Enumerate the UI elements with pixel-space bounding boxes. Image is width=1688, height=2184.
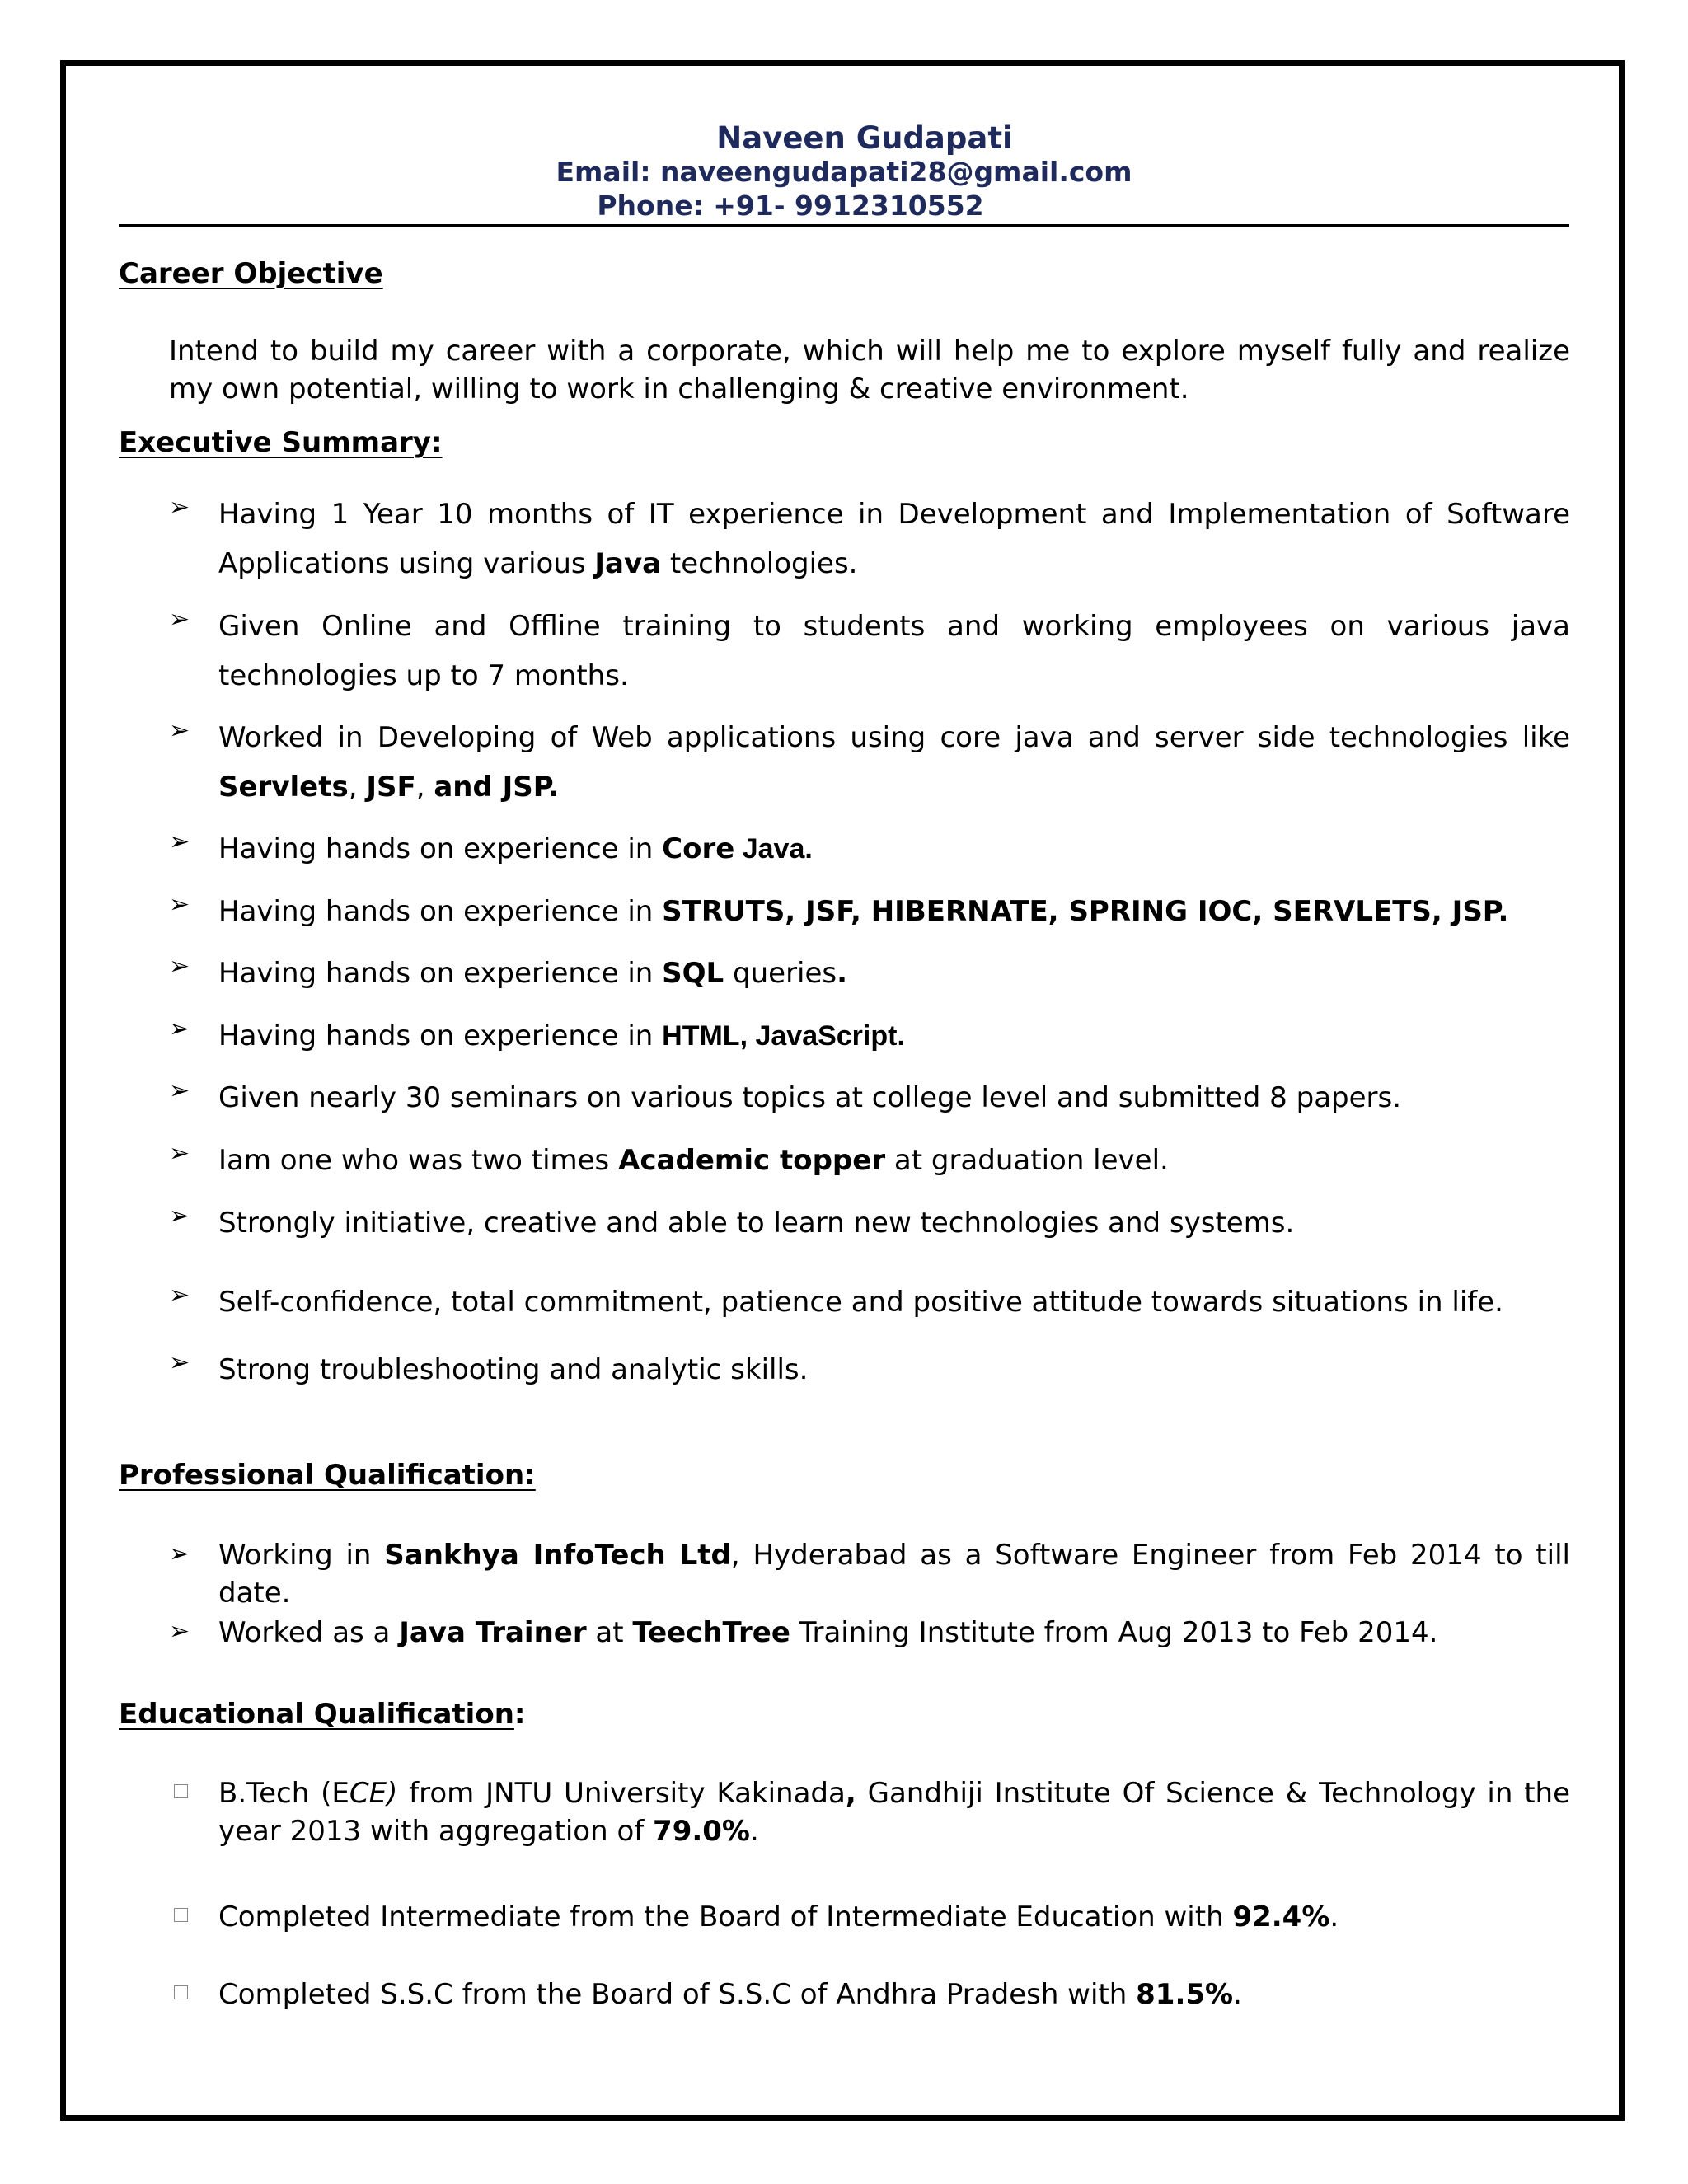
candidate-name: Naveen Gudapati <box>716 120 1013 156</box>
arrow-bullet-icon: ➢ <box>169 716 190 745</box>
professional-qualification-heading: Professional Qualification: <box>119 1459 536 1492</box>
arrow-bullet-icon: ➢ <box>169 493 190 522</box>
summary-item-text: Worked in Developing of Web applications using core java and server side technologies like Servlets, JSF, and JSP. <box>218 721 1570 804</box>
professional-item-text: Worked as a Java Trainer at TeechTree Training Institute from Aug 2013 to Feb 2014. <box>218 1616 1438 1649</box>
arrow-bullet-icon: ➢ <box>169 605 190 634</box>
arrow-bullet-icon: ➢ <box>169 1540 190 1568</box>
arrow-bullet-icon: ➢ <box>169 1202 190 1230</box>
executive-summary-heading: Executive Summary: <box>119 426 443 459</box>
arrow-bullet-icon: ➢ <box>169 890 190 919</box>
checkbox-bullet-icon <box>174 1908 188 1922</box>
checkbox-bullet-icon <box>174 1784 188 1798</box>
summary-item-text: Having 1 Year 10 months of IT experience in Development and Implementation of Software Applications using various Java technologies. <box>218 498 1570 580</box>
header-divider <box>119 224 1569 227</box>
educational-qualification-heading: Educational Qualification: <box>119 1698 526 1731</box>
summary-item-text: Strongly initiative, creative and able to learn new technologies and systems. <box>218 1207 1295 1240</box>
professional-item-text: Working in Sankhya InfoTech Ltd, Hyderabad as a Software Engineer from Feb 2014 to till date. <box>218 1539 1570 1610</box>
arrow-bullet-icon: ➢ <box>169 952 190 981</box>
summary-item-text: Iam one who was two times Academic topper at graduation level. <box>218 1144 1169 1177</box>
summary-item-text: Strong troubleshooting and analytic skills. <box>218 1353 809 1386</box>
summary-item-text: Having hands on experience in SQL queries. <box>218 957 848 990</box>
summary-item-text: Having hands on experience in Core Java. <box>218 832 813 865</box>
summary-item-text: Self-confidence, total commitment, patience and positive attitude towards situations in life. <box>218 1286 1503 1319</box>
education-item-text: Completed S.S.C from the Board of S.S.C of Andhra Pradesh with 81.5%. <box>218 1978 1242 2011</box>
candidate-phone: Phone: +91- 9912310552 <box>597 190 984 222</box>
arrow-bullet-icon: ➢ <box>169 1348 190 1377</box>
checkbox-bullet-icon <box>174 1985 188 1999</box>
summary-item-text: Given Online and Offline training to students and working employees on various java technologies up to 7 months. <box>218 610 1570 692</box>
arrow-bullet-icon: ➢ <box>169 827 190 856</box>
arrow-bullet-icon: ➢ <box>169 1139 190 1168</box>
candidate-email: Email: naveengudapati28@gmail.com <box>556 156 1132 188</box>
summary-item-text: Given nearly 30 seminars on various topics at college level and submitted 8 papers. <box>218 1081 1402 1114</box>
career-objective-heading: Career Objective <box>119 257 383 290</box>
arrow-bullet-icon: ➢ <box>169 1015 190 1043</box>
summary-item-text: Having hands on experience in STRUTS, JSF, HIBERNATE, SPRING IOC, SERVLETS, JSP. <box>218 895 1509 928</box>
career-objective-text: Intend to build my career with a corporate, which will help me to explore myself fully and realize my own potential, willing to work in challenging & creative environment. <box>169 335 1570 405</box>
arrow-bullet-icon: ➢ <box>169 1617 190 1646</box>
education-item-text: B.Tech (ECE) from JNTU University Kakinada, Gandhiji Institute Of Science & Technology in the year 2013 with aggregation of 79.0%. <box>218 1777 1571 1848</box>
arrow-bullet-icon: ➢ <box>169 1281 190 1310</box>
arrow-bullet-icon: ➢ <box>169 1076 190 1105</box>
education-item-text: Completed Intermediate from the Board of Intermediate Education with 92.4%. <box>218 1900 1339 1933</box>
summary-item-text: Having hands on experience in HTML, JavaScript. <box>218 1019 905 1052</box>
